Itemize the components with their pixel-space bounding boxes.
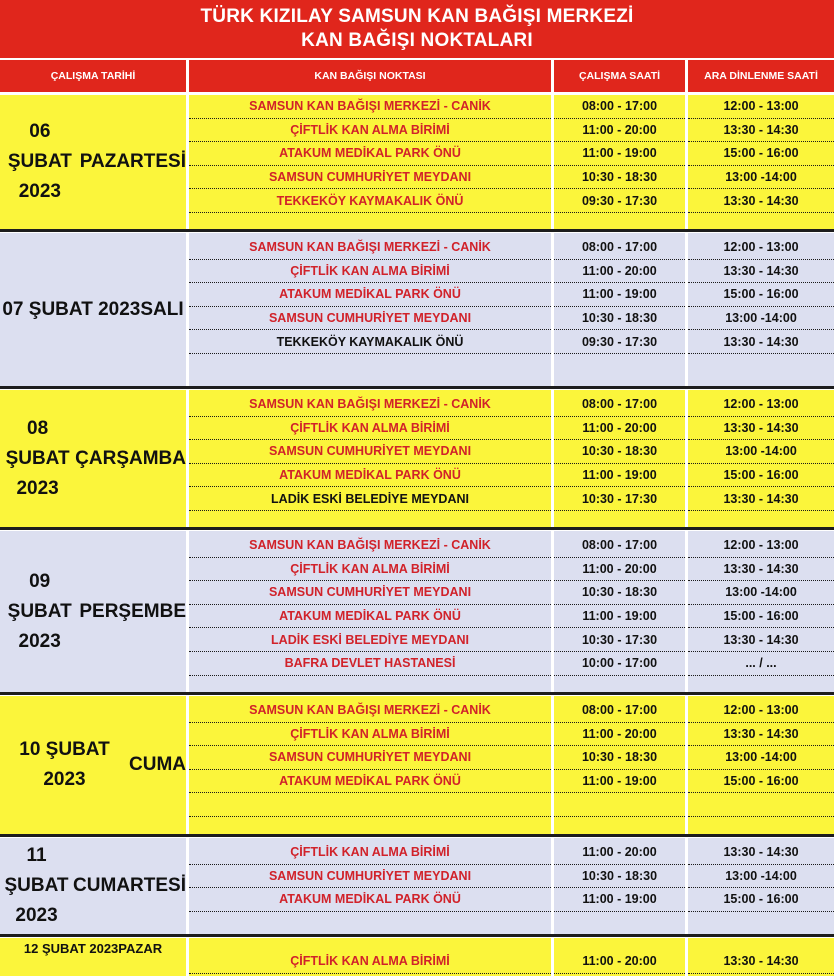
title-banner xyxy=(0,0,834,58)
hours-cell: 11:00 - 20:00 xyxy=(554,558,685,582)
hours-cell: 11:00 - 19:00 xyxy=(554,888,685,912)
location-cell: SAMSUN CUMHURİYET MEYDANI xyxy=(189,307,551,331)
hours-cell: 11:00 - 20:00 xyxy=(554,119,685,143)
day-date: 09 ŞUBAT 2023 xyxy=(7,570,72,652)
header-hours: ÇALIŞMA SAATİ xyxy=(554,60,685,92)
hours-cell: 10:30 - 18:30 xyxy=(554,581,685,605)
location-cell: SAMSUN CUMHURİYET MEYDANI xyxy=(189,581,551,605)
break-cell: 13:30 - 14:30 xyxy=(688,558,834,582)
day-weekday: CUMARTESİ xyxy=(73,875,186,896)
location-cell: ÇİFTLİK KAN ALMA BİRİMİ xyxy=(189,260,551,284)
row-separator xyxy=(0,692,834,695)
day-date: 07 ŞUBAT 2023 xyxy=(2,298,141,320)
column-location xyxy=(189,938,551,976)
break-cell: 13:00 -14:00 xyxy=(688,166,834,190)
break-cell: 12:00 - 13:00 xyxy=(688,236,834,260)
header-date: ÇALIŞMA TARİHİ xyxy=(0,60,186,92)
row-separator xyxy=(0,834,834,837)
day-date: 08 ŞUBAT 2023 xyxy=(5,417,70,499)
column-break xyxy=(688,838,834,934)
location-cell xyxy=(189,793,551,817)
break-cell: 12:00 - 13:00 xyxy=(688,95,834,119)
hours-cell: 10:30 - 17:30 xyxy=(554,628,685,652)
day-weekday: PAZARTESİ xyxy=(79,151,186,172)
day-date-cell xyxy=(0,390,186,527)
location-cell: SAMSUN KAN BAĞIŞI MERKEZİ - CANİK xyxy=(189,95,551,119)
hours-cell: 10:30 - 18:30 xyxy=(554,440,685,464)
hours-cell: 11:00 - 20:00 xyxy=(554,723,685,747)
column-hours xyxy=(554,390,685,527)
title-line-1: TÜRK KIZILAY SAMSUN KAN BAĞIŞI MERKEZİ xyxy=(200,6,634,27)
break-cell: 13:30 - 14:30 xyxy=(688,628,834,652)
hours-cell: 09:30 - 17:30 xyxy=(554,189,685,213)
hours-cell: 11:00 - 19:00 xyxy=(554,605,685,629)
hours-cell: 10:30 - 18:30 xyxy=(554,865,685,889)
location-cell: TEKKEKÖY KAYMAKALIK ÖNÜ xyxy=(189,189,551,213)
column-hours xyxy=(554,696,685,834)
hours-cell: 08:00 - 17:00 xyxy=(554,236,685,260)
hours-cell: 11:00 - 19:00 xyxy=(554,142,685,166)
day-date-cell xyxy=(0,531,186,692)
break-cell: 13:30 - 14:30 xyxy=(688,330,834,354)
location-cell: SAMSUN CUMHURİYET MEYDANI xyxy=(189,166,551,190)
column-location xyxy=(189,390,551,527)
day-date-cell xyxy=(0,95,186,229)
hours-cell: 10:00 - 17:00 xyxy=(554,652,685,676)
hours-cell: 11:00 - 20:00 xyxy=(554,260,685,284)
break-cell: 13:00 -14:00 xyxy=(688,581,834,605)
location-cell: ATAKUM MEDİKAL PARK ÖNÜ xyxy=(189,770,551,794)
break-cell: 15:00 - 16:00 xyxy=(688,283,834,307)
hours-cell: 08:00 - 17:00 xyxy=(554,95,685,119)
break-cell: 15:00 - 16:00 xyxy=(688,605,834,629)
column-hours xyxy=(554,938,685,976)
day-weekday: ÇARŞAMBA xyxy=(75,447,186,469)
row-separator xyxy=(0,229,834,232)
location-cell: SAMSUN KAN BAĞIŞI MERKEZİ - CANİK xyxy=(189,393,551,417)
column-hours xyxy=(554,233,685,386)
break-cell: 13:00 -14:00 xyxy=(688,307,834,331)
location-cell: SAMSUN CUMHURİYET MEYDANI xyxy=(189,865,551,889)
hours-cell: 10:30 - 18:30 xyxy=(554,746,685,770)
hours-cell: 08:00 - 17:00 xyxy=(554,534,685,558)
location-cell: ÇİFTLİK KAN ALMA BİRİMİ xyxy=(189,119,551,143)
location-cell: ÇİFTLİK KAN ALMA BİRİMİ xyxy=(189,723,551,747)
location-cell: SAMSUN KAN BAĞIŞI MERKEZİ - CANİK xyxy=(189,699,551,723)
location-cell: ÇİFTLİK KAN ALMA BİRİMİ xyxy=(189,558,551,582)
break-cell: 13:00 -14:00 xyxy=(688,865,834,889)
break-cell: 13:30 - 14:30 xyxy=(688,841,834,865)
column-location xyxy=(189,531,551,692)
location-cell: LADİK ESKİ BELEDİYE MEYDANI xyxy=(189,628,551,652)
hours-cell: 10:30 - 18:30 xyxy=(554,307,685,331)
location-cell: LADİK ESKİ BELEDİYE MEYDANI xyxy=(189,487,551,511)
location-cell: TEKKEKÖY KAYMAKALIK ÖNÜ xyxy=(189,330,551,354)
break-cell: 13:30 - 14:30 xyxy=(688,119,834,143)
hours-cell: 08:00 - 17:00 xyxy=(554,393,685,417)
location-cell: ATAKUM MEDİKAL PARK ÖNÜ xyxy=(189,283,551,307)
day-group xyxy=(0,531,834,692)
break-cell: 15:00 - 16:00 xyxy=(688,464,834,488)
column-break xyxy=(688,696,834,834)
break-cell: 13:30 - 14:30 xyxy=(688,260,834,284)
location-cell: ÇİFTLİK KAN ALMA BİRİMİ xyxy=(189,950,551,974)
location-cell: ÇİFTLİK KAN ALMA BİRİMİ xyxy=(189,841,551,865)
day-group xyxy=(0,233,834,386)
column-break xyxy=(688,531,834,692)
break-cell xyxy=(688,793,834,817)
day-date-cell xyxy=(0,233,186,386)
break-cell: 15:00 - 16:00 xyxy=(688,888,834,912)
row-separator xyxy=(0,386,834,389)
break-cell: 13:00 -14:00 xyxy=(688,440,834,464)
column-break xyxy=(688,938,834,976)
day-date: 10 ŞUBAT 2023 xyxy=(19,739,110,790)
row-separator xyxy=(0,934,834,937)
hours-cell: 10:30 - 17:30 xyxy=(554,487,685,511)
day-date: 12 ŞUBAT 2023 xyxy=(23,941,119,956)
column-location xyxy=(189,95,551,229)
day-weekday: PAZAR xyxy=(118,941,163,956)
day-group xyxy=(0,838,834,934)
day-date: 11 ŞUBAT 2023 xyxy=(4,845,69,926)
location-cell: BAFRA DEVLET HASTANESİ xyxy=(189,652,551,676)
location-cell: SAMSUN KAN BAĞIŞI MERKEZİ - CANİK xyxy=(189,236,551,260)
break-cell: 13:30 - 14:30 xyxy=(688,417,834,441)
column-location xyxy=(189,696,551,834)
location-cell: SAMSUN CUMHURİYET MEYDANI xyxy=(189,440,551,464)
day-date-cell xyxy=(0,938,186,976)
break-cell: 13:00 -14:00 xyxy=(688,746,834,770)
day-group xyxy=(0,390,834,527)
break-cell: 12:00 - 13:00 xyxy=(688,699,834,723)
hours-cell: 08:00 - 17:00 xyxy=(554,699,685,723)
column-break xyxy=(688,233,834,386)
row-separator xyxy=(0,527,834,530)
break-cell: 12:00 - 13:00 xyxy=(688,393,834,417)
location-cell: ATAKUM MEDİKAL PARK ÖNÜ xyxy=(189,605,551,629)
column-location xyxy=(189,838,551,934)
break-cell: ... / ... xyxy=(688,652,834,676)
break-cell: 15:00 - 16:00 xyxy=(688,770,834,794)
location-cell: SAMSUN KAN BAĞIŞI MERKEZİ - CANİK xyxy=(189,534,551,558)
header-break: ARA DİNLENME SAATİ xyxy=(688,60,834,92)
hours-cell: 11:00 - 19:00 xyxy=(554,283,685,307)
column-break xyxy=(688,390,834,527)
location-cell: ATAKUM MEDİKAL PARK ÖNÜ xyxy=(189,142,551,166)
column-break xyxy=(688,95,834,229)
title-line-2: KAN BAĞIŞI NOKTALARI xyxy=(301,30,533,51)
break-cell: 13:30 - 14:30 xyxy=(688,723,834,747)
day-date: 06 ŞUBAT 2023 xyxy=(7,121,72,202)
column-hours xyxy=(554,95,685,229)
day-weekday: SALI xyxy=(140,298,184,320)
column-hours xyxy=(554,838,685,934)
day-weekday: PERŞEMBE xyxy=(79,600,186,622)
hours-cell: 11:00 - 20:00 xyxy=(554,841,685,865)
day-date-cell xyxy=(0,838,186,934)
day-group xyxy=(0,696,834,834)
location-cell: ATAKUM MEDİKAL PARK ÖNÜ xyxy=(189,888,551,912)
location-cell: ATAKUM MEDİKAL PARK ÖNÜ xyxy=(189,464,551,488)
column-hours xyxy=(554,531,685,692)
hours-cell xyxy=(554,793,685,817)
location-cell: ÇİFTLİK KAN ALMA BİRİMİ xyxy=(189,417,551,441)
hours-cell: 11:00 - 19:00 xyxy=(554,770,685,794)
day-date-cell xyxy=(0,696,186,834)
break-cell: 15:00 - 16:00 xyxy=(688,142,834,166)
hours-cell: 09:30 - 17:30 xyxy=(554,330,685,354)
day-group xyxy=(0,938,834,976)
break-cell: 13:30 - 14:30 xyxy=(688,487,834,511)
hours-cell: 10:30 - 18:30 xyxy=(554,166,685,190)
hours-cell: 11:00 - 20:00 xyxy=(554,417,685,441)
break-cell: 13:30 - 14:30 xyxy=(688,189,834,213)
day-group xyxy=(0,95,834,229)
location-cell: SAMSUN CUMHURİYET MEYDANI xyxy=(189,746,551,770)
break-cell: 12:00 - 13:00 xyxy=(688,534,834,558)
column-location xyxy=(189,233,551,386)
hours-cell: 11:00 - 20:00 xyxy=(554,950,685,974)
break-cell: 13:30 - 14:30 xyxy=(688,950,834,974)
header-location: KAN BAĞIŞI NOKTASI xyxy=(189,60,551,92)
hours-cell: 11:00 - 19:00 xyxy=(554,464,685,488)
day-weekday: CUMA xyxy=(129,754,186,775)
